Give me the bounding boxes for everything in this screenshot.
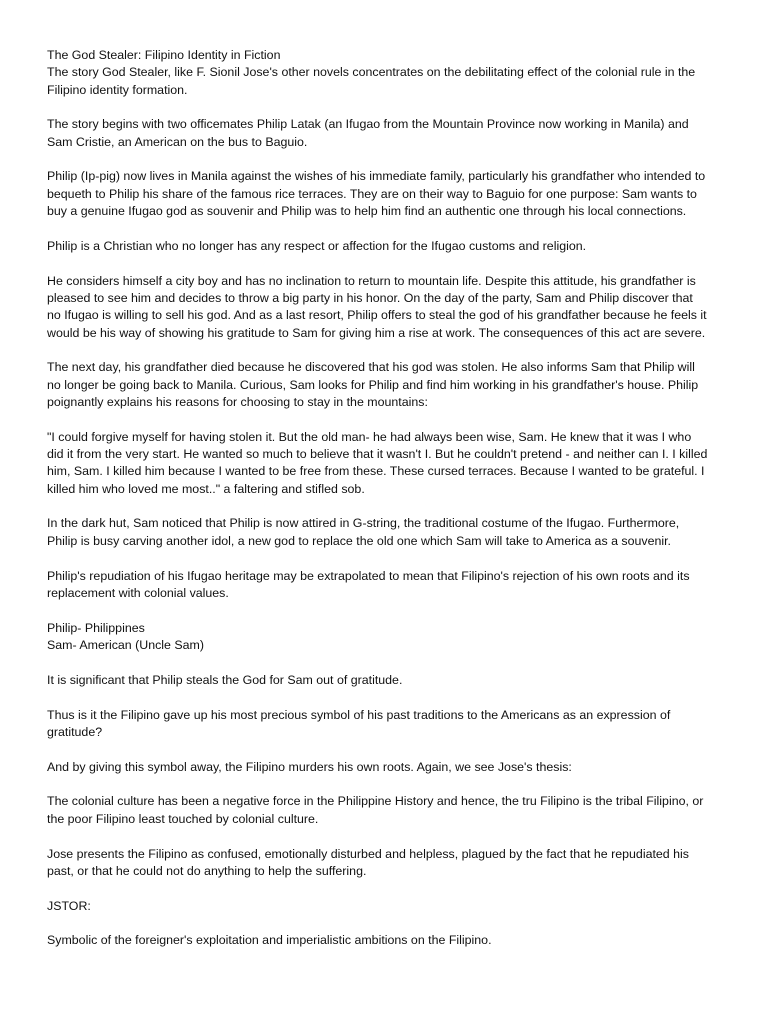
intro-paragraph: The story God Stealer, like F. Sionil Jose's other novels concentrates on the debilitating effect of the colonial rule in the Filipino identity formation.: [47, 65, 696, 97]
paragraph-colonial-culture: The colonial culture has been a negative force in the Philippine History and hence, the tru Filipino is the tribal Filipino, or the poor Filipino least touched by colonial culture.: [47, 794, 704, 826]
document-title: The God Stealer: Filipino Identity in Fiction: [47, 48, 281, 62]
symbol-philip: Philip- Philippines: [47, 620, 145, 635]
jstor-label: JSTOR:: [47, 898, 91, 913]
paragraph-question: Thus is it the Filipino gave up his most precious symbol of his past traditions to the Americans as an expression of gratitude?: [47, 707, 671, 739]
symbol-sam: Sam- American (Uncle Sam): [47, 637, 204, 652]
paragraph-symbolic: Symbolic of the foreigner's exploitation and imperialistic ambitions on the Filipino.: [47, 933, 492, 948]
paragraph-dark-hut: In the dark hut, Sam noticed that Philip is now attired in G-string, the traditional costume of the Ifugao. Furthermore, Philip is busy carving another idol, a new god to replace the old one which Sam will take to America as a souvenir.: [47, 516, 680, 548]
paragraph-repudiation: Philip's repudiation of his Ifugao heritage may be extrapolated to mean that Filipino's rejection of his own roots and its replacement with colonial values.: [47, 568, 690, 600]
paragraph-philip-christian: Philip is a Christian who no longer has any respect or affection for the Ifugao customs and religion.: [47, 238, 587, 253]
paragraph-bus-trip: The story begins with two officemates Philip Latak (an Ifugao from the Mountain Province now working in Manila) and Sam Cristie, an American on the bus to Baguio.: [47, 117, 689, 149]
paragraph-quote: "I could forgive myself for having stolen it. But the old man- he had always been wise, Sam. He knew that it was I who did it from the very start. He wanted so much to believe that it wasn't I. But he couldn't pretend - and neither can I. I killed him, Sam. I killed him because I wanted to be free from these. These cursed terraces. Because I wanted to be grateful. I killed him who loved me most.." a faltering and stifled sob.: [47, 429, 708, 496]
paragraph-roots: And by giving this symbol away, the Filipino murders his own roots. Again, we see Jose's thesis:: [47, 759, 572, 774]
intro-block: [47, 47, 708, 99]
paragraph-jose-presents: Jose presents the Filipino as confused, emotionally disturbed and helpless, plagued by the fact that he repudiated his past, or that he could not do anything to help the suffering.: [47, 846, 689, 878]
symbols-block: [47, 620, 708, 655]
paragraph-city-boy: He considers himself a city boy and has no inclination to return to mountain life. Despite this attitude, his grandfather is pleased to see him and decides to throw a big party in his honor. On the day of the party, Sam and Philip discover that no Ifugao is willing to sell his god. And as a last resort, Philip offers to steal the god of his grandfather because he feels it would be his way of showing his gratitude to Sam for giving him a rise at work. The consequences of this act are severe.: [47, 273, 707, 340]
paragraph-philip-background: Philip (Ip-pig) now lives in Manila against the wishes of his immediate family, particularly his grandfather who intended to bequeth to Philip his share of the famous rice terraces. They are on their way to Baguio for one purpose: Sam wants to buy a genuine Ifugao god as souvenir and Philip was to help him find an authentic one through his local connections.: [47, 169, 706, 219]
paragraph-grandfather-death: The next day, his grandfather died because he discovered that his god was stolen. He also informs Sam that Philip will no longer be going back to Manila. Curious, Sam looks for Philip and find him working in his grandfather's house. Philip poignantly explains his reasons for choosing to stay in the mountains:: [47, 360, 699, 409]
paragraph-gratitude: It is significant that Philip steals the God for Sam out of gratitude.: [47, 672, 403, 687]
